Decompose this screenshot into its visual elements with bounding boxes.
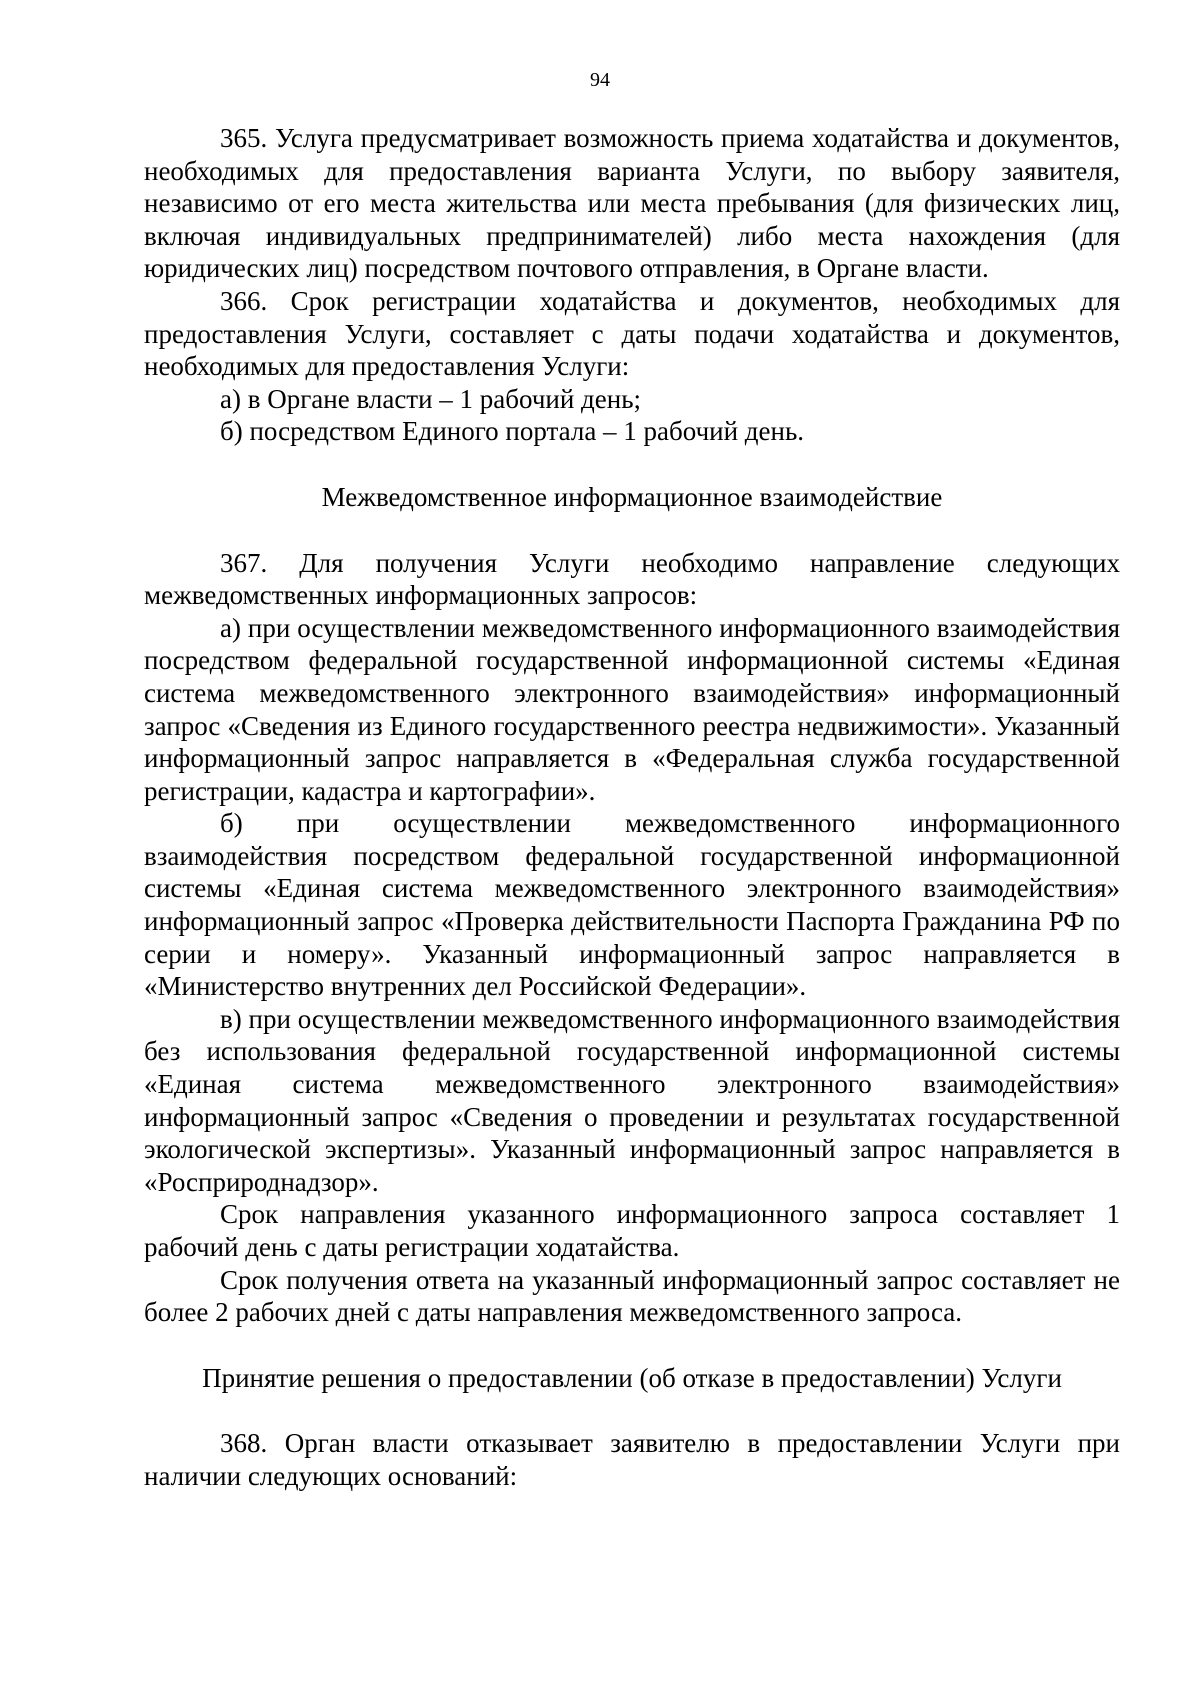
paragraph-367-item-a: а) при осуществлении межведомственного информационного взаимодействия посредством федеральной государственной информационной системы «Единая система межведомственного электронного взаимодействия» информационный запрос «Сведения из Единого государственного реестра недвижимости». Указанный информационный запрос направляется в «Федеральная служба государственной регистрации, кадастра и картографии».: [144, 612, 1120, 806]
page-number: 94: [590, 69, 610, 91]
paragraph-365: 365. Услуга предусматривает возможность приема ходатайства и документов, необходимых для предоставления варианта Услуги, по выбору заявителя, независимо от его места жительства или места пребывания (для физических лиц, включая индивидуальных предпринимателей) либо места нахождения (для юридических лиц) посредством почтового отправления, в Органе власти.: [144, 123, 1120, 284]
document-body: [144, 122, 1120, 1493]
paragraph-368: 368. Орган власти отказывает заявителю в предоставлении Услуги при наличии следующих оснований:: [144, 1428, 1120, 1491]
section-heading-interagency: Межведомственное информационное взаимодействие: [321, 481, 943, 512]
section-heading-decision: Принятие решения о предоставлении (об отказе в предоставлении) Услуги: [202, 1362, 1062, 1393]
spacer: [144, 514, 1120, 547]
paragraph-367-item-b: б) при осуществлении межведомственного информационного взаимодействия посредством федеральной государственной информационной системы «Единая система межведомственного электронного взаимодействия» информационный запрос «Проверка действительности Паспорта Гражданина РФ по серии и номеру». Указанный информационный запрос направляется в «Министерство внутренних дел Российской Федерации».: [144, 808, 1120, 1002]
spacer: [144, 1394, 1120, 1427]
spacer: [144, 448, 1120, 481]
paragraph-367: 367. Для получения Услуги необходимо направление следующих межведомственных информационных запросов:: [144, 547, 1120, 611]
paragraph-request-term: Срок направления указанного информационного запроса составляет 1 рабочий день с даты регистрации ходатайства.: [144, 1199, 1120, 1262]
spacer: [144, 1329, 1120, 1362]
paragraph-367-item-v: в) при осуществлении межведомственного информационного взаимодействия без использования федеральной государственной информационной системы «Единая система межведомственного электронного взаимодействия» информационный запрос «Сведения о проведении и результатах государственной экологической экспертизы». Указанный информационный запрос направляется в «Росприроднадзор».: [144, 1003, 1120, 1197]
paragraph-response-term: Срок получения ответа на указанный информационный запрос составляет не более 2 рабочих дней с даты направления межведомственного запроса.: [144, 1264, 1120, 1328]
paragraph-366-item-b: б) посредством Единого портала – 1 рабочий день.: [220, 416, 805, 447]
paragraph-366-item-a: а) в Органе власти – 1 рабочий день;: [220, 383, 642, 414]
paragraph-366: 366. Срок регистрации ходатайства и документов, необходимых для предоставления Услуги, составляет с даты подачи ходатайства и документов, необходимых для предоставления Услуги:: [144, 285, 1120, 382]
